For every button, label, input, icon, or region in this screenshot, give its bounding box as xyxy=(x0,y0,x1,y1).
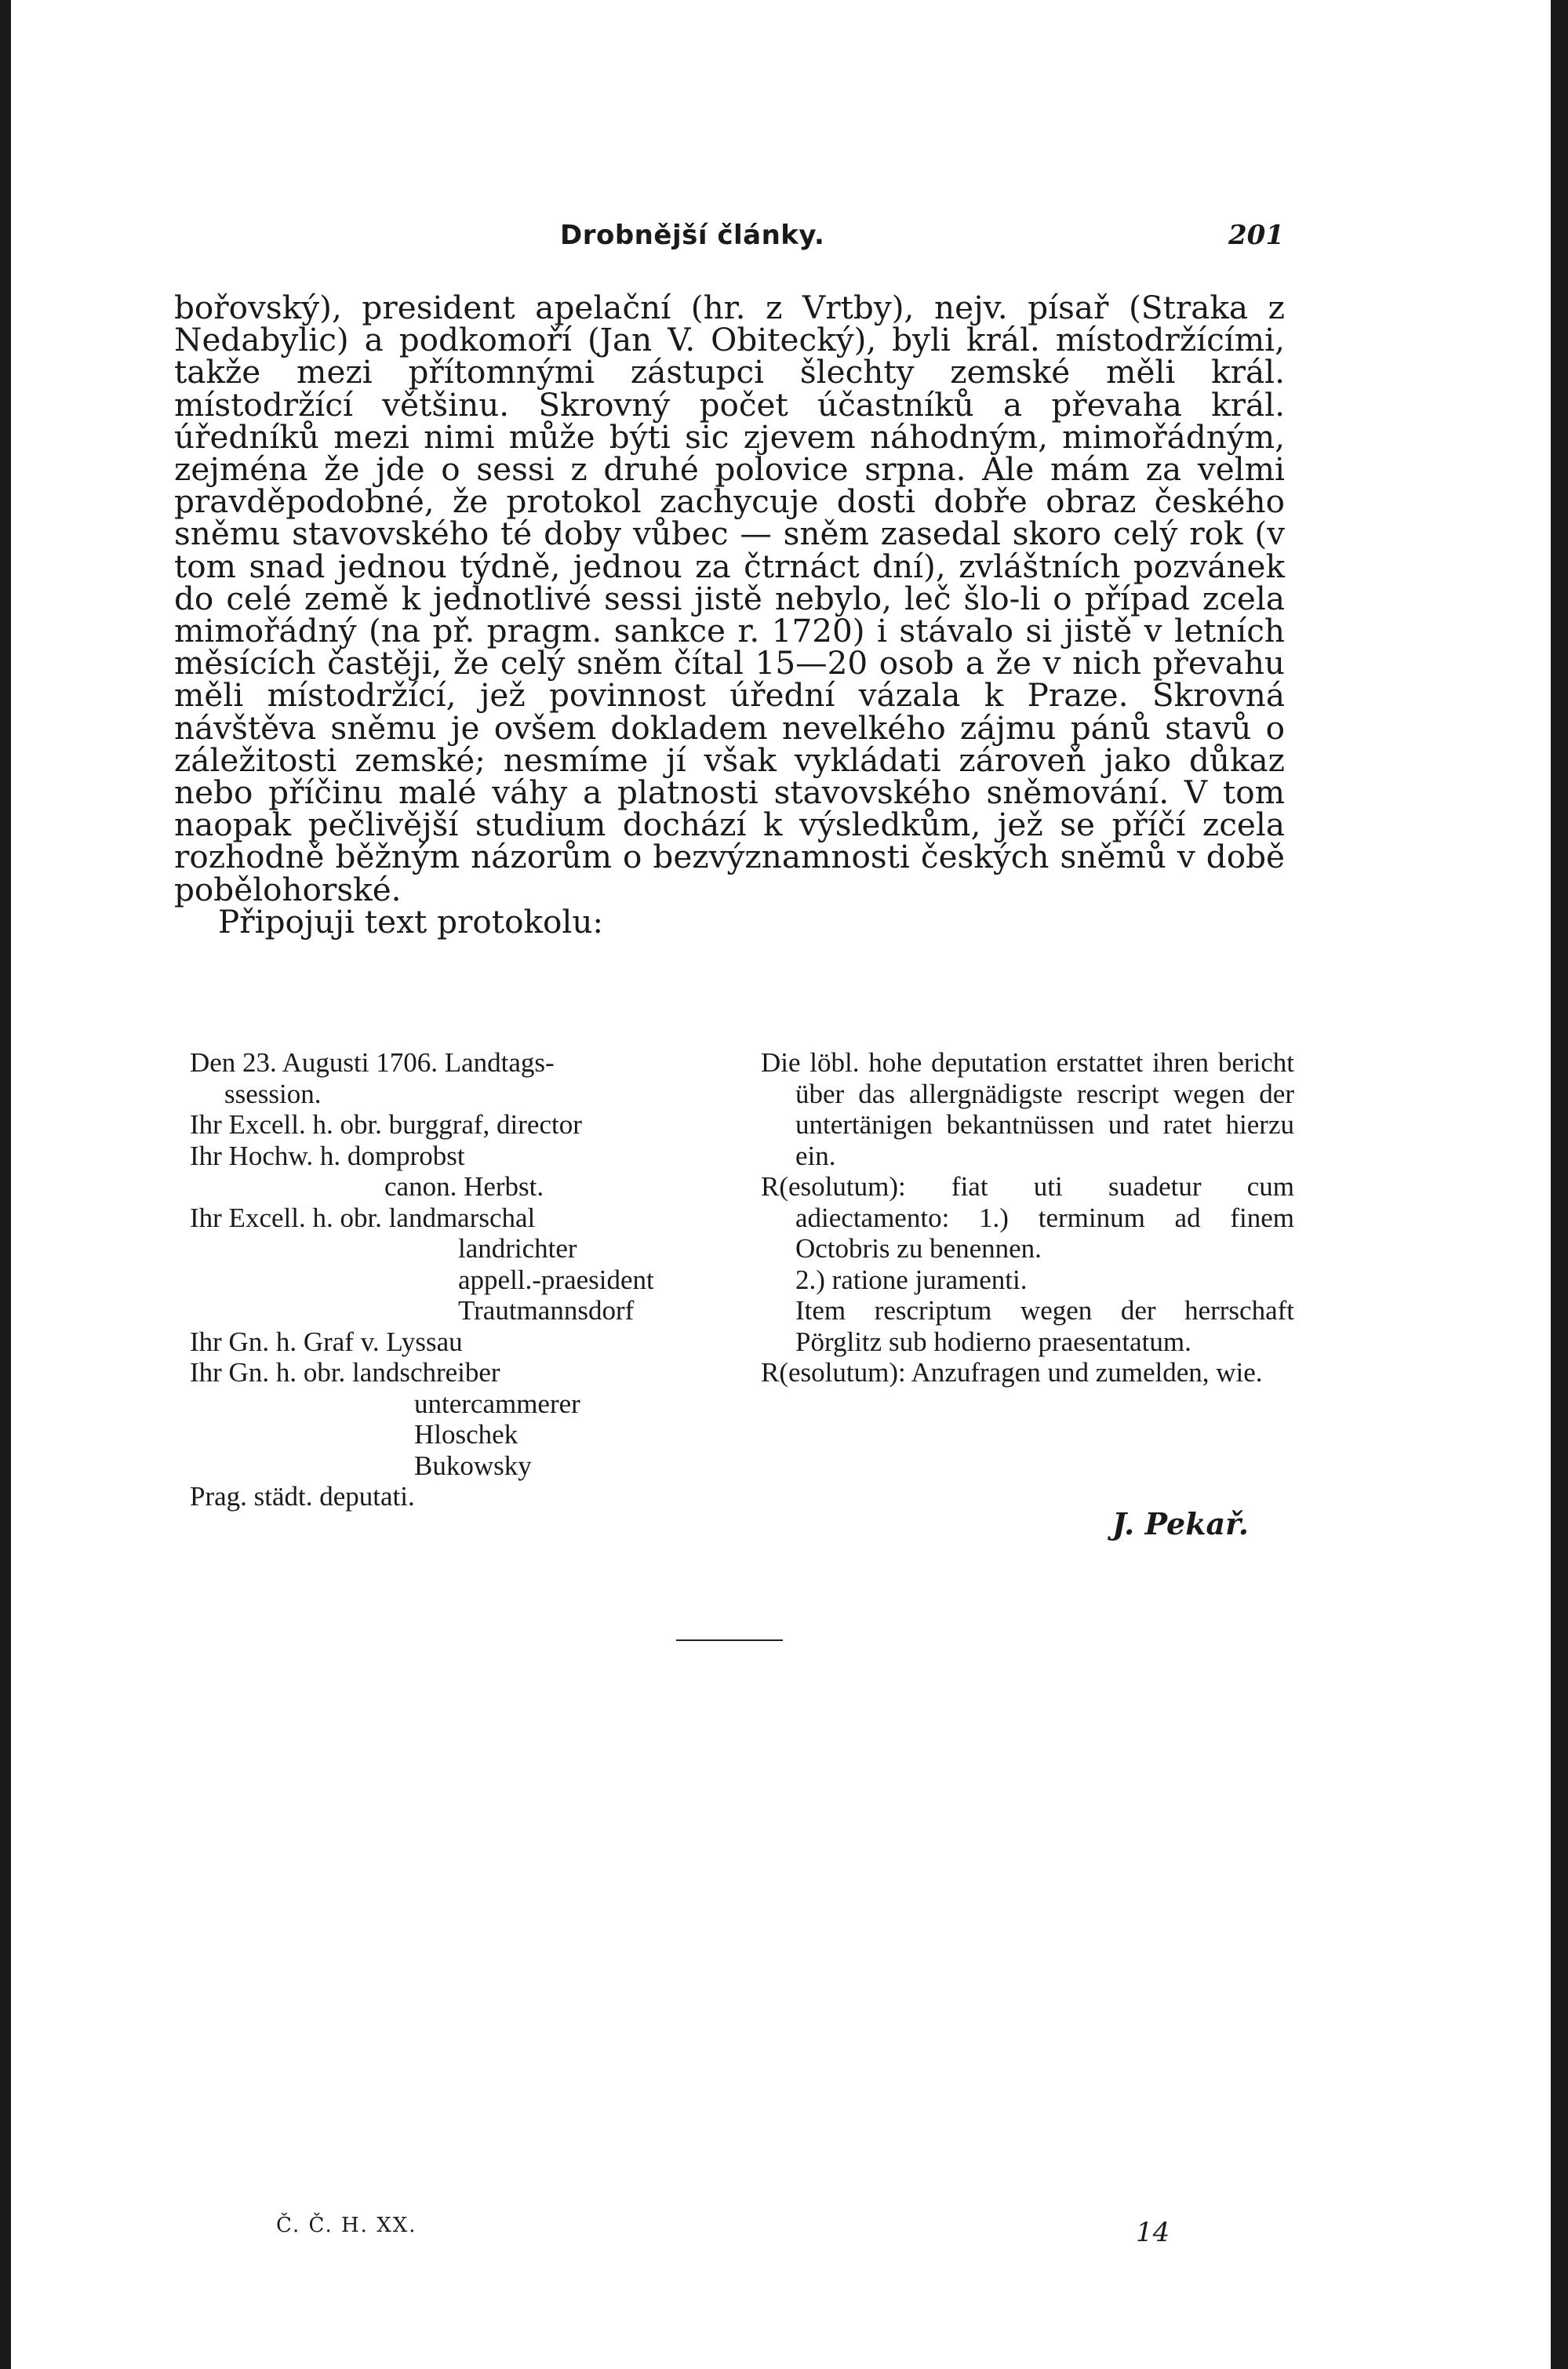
attendee-line: Ihr Excell. h. obr. burggraf, director xyxy=(190,1109,582,1140)
attendee-line: Trautmannsdorf xyxy=(458,1295,635,1326)
protocol-attendance-column xyxy=(190,1047,739,1512)
attendee-line: canon. Herbst. xyxy=(384,1171,544,1202)
running-title: Drobnější články. xyxy=(560,220,825,251)
proceeding-entry: 2.) ratione juramenti. xyxy=(795,1264,1028,1295)
footer-sheet-number: 14 xyxy=(1136,2217,1170,2248)
proceeding-entry: Die löbl. hohe deputation erstattet ihren bericht über das allergnädigste rescript wegen der untertänigen bekantnüssen und ratet hierzu ein. xyxy=(761,1047,1294,1171)
section-divider-rule xyxy=(676,1639,783,1641)
attendee-line: appell.-praesident xyxy=(458,1264,654,1295)
scan-edge-right xyxy=(1551,0,1568,2369)
attendee-line: Prag. städt. deputati. xyxy=(190,1481,415,1512)
scan-edge-left xyxy=(0,0,11,2369)
attendee-line: Ihr Gn. h. Graf v. Lyssau xyxy=(190,1326,463,1357)
body-text xyxy=(174,289,1285,941)
page xyxy=(11,0,1551,2369)
attendee-line: Ihr Gn. h. obr. landschreiber xyxy=(190,1357,500,1388)
attendee-line: Ihr Hochw. h. domprobst xyxy=(190,1140,465,1171)
protocol-proceedings-column xyxy=(761,1047,1294,1388)
attendee-line: landrichter xyxy=(458,1233,577,1264)
session-line: ssession. xyxy=(224,1078,322,1109)
proceeding-entry: R(esolutum): Anzufragen und zumelden, wie. xyxy=(761,1357,1263,1388)
footer-signature-mark: Č. Č. H. XX. xyxy=(276,2214,417,2237)
proceeding-entry: Item rescriptum wegen der herrschaft Pörglitz sub hodierno praesentatum. xyxy=(795,1295,1294,1357)
attendee-line: Hloschek xyxy=(414,1419,518,1450)
author-signature: J. Pekař. xyxy=(1112,1506,1249,1541)
attendee-line: untercammerer xyxy=(414,1388,580,1419)
attendee-line: Bukowsky xyxy=(414,1450,532,1481)
paragraph-protocol-intro: Připojuji text protokolu: xyxy=(218,902,604,941)
proceeding-entry: R(esolutum): fiat uti suadetur cum adiectamento: 1.) terminum ad finem Octobris zu benennen. xyxy=(761,1171,1294,1264)
paragraph-continued: bořovský), president apelační (hr. z Vrtby), nejv. písař (Straka z Nedabylic) a podkomoří (Jan V. Obitecký), byli král. místodržícími, takže mezi přítomnými zástupci šlechty zemské měli král. místodržící většinu. Skrovný počet účastníků a převaha král. úředníků mezi nimi může býti sic zjevem náhodným, mimořádným, zejména že jde o sessi z druhé polovice srpna. Ale mám za velmi pravděpodobné, že protokol zachycuje dosti dobře obraz českého sněmu stavovského té doby vůbec — sněm zasedal skoro celý rok (v tom snad jednou týdně, jednou za čtrnáct dní), zvláštních pozvánek do celé země k jednotlivé sessi jistě nebylo, leč šlo-li o případ zcela mimořádný (na př. pragm. sankce r. 1720) i stávalo si jistě v letních měsících častěji, že celý sněm čítal 15—20 osob a že v nich převahu měli místodržící, jež povinnost úřední vázala k Praze. Skrovná návštěva sněmu je ovšem dokladem nevelkého zájmu pánů stavů o záležitosti zemské; nesmíme jí však vykládati zároveň jako důkaz nebo příčinu malé váhy a platnosti stavovského sněmování. V tom naopak pečlivější studium dochází k výsledkům, jež se příčí zcela rozhodně běžným názorům o bezvýznamnosti českých sněmů v době pobělohorské. xyxy=(174,289,1285,908)
session-line: Den 23. Augusti 1706. Landtags- xyxy=(190,1047,555,1078)
running-head xyxy=(11,220,1551,259)
attendee-line: Ihr Excell. h. obr. landmarschal xyxy=(190,1202,536,1233)
page-number: 201 xyxy=(1228,220,1284,251)
